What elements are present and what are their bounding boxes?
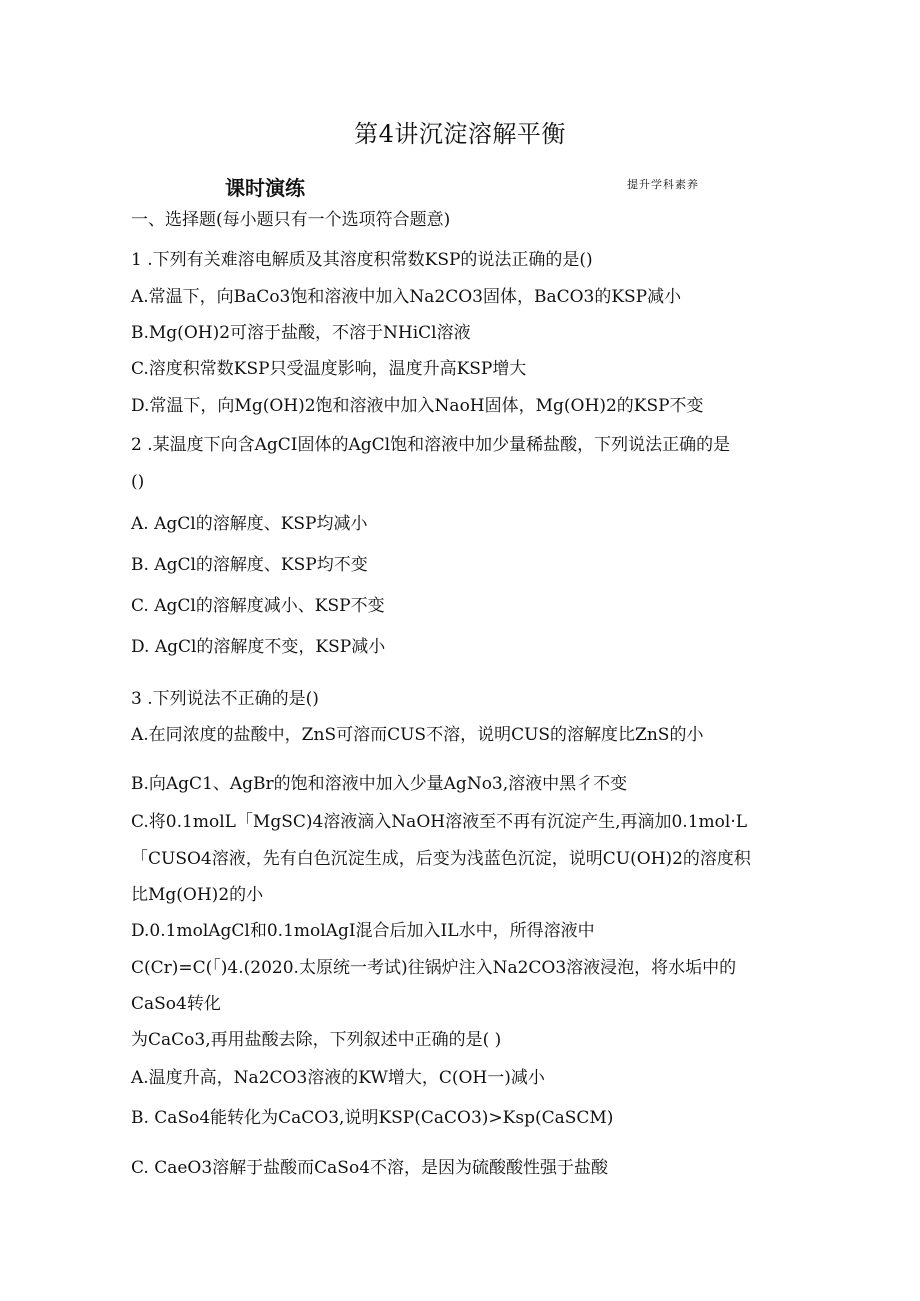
question-3-option-a: A.在同浓度的盐酸中，ZnS可溶而CUS不溶，说明CUS的溶解度比ZnS的小 [131,725,704,745]
question-3-option-c-cont-2: 比Mg(OH)2的小 [131,885,264,905]
question-3-option-d: D.0.1molAgCl和0.1molAgI混合后加入IL水中，所得溶液中 [131,921,595,941]
question-1-option-a: A.常温下，向BaCo3饱和溶液中加入Na2CO3固体，BaCO3的KSP减小 [131,287,682,307]
question-2-option-a: A. AgCl的溶解度、KSP均减小 [131,514,368,534]
question-4-stem-cont-2: 为CaCo3,再用盐酸去除，下列叙述中正确的是( ) [131,1030,502,1050]
question-3-stem: 3 .下列说法不正确的是() [131,689,319,709]
question-3-option-c: C.将0.1molL「MgSC)4溶液滴入NaOH溶液至不再有沉淀产生,再滴加0.1mol·L [131,812,748,832]
question-1-option-b: B.Mg(OH)2可溶于盐酸，不溶于NHiCl溶液 [131,323,471,343]
question-1-stem: 1 .下列有关难溶电解质及其溶度积常数KSP的说法正确的是() [131,250,593,270]
question-2-option-b: B. AgCl的溶解度、KSP均不变 [131,555,368,575]
section-heading: 课时演练 [225,176,305,200]
question-2-option-c: C. AgCl的溶解度减小、KSP不变 [131,596,385,616]
question-2-option-d: D. AgCl的溶解度不变，KSP减小 [131,637,386,657]
question-1-option-c: C.溶度积常数KSP只受温度影响，温度升高KSP增大 [131,359,527,379]
page-title: 第4讲沉淀溶解平衡 [354,120,566,148]
question-1-option-d: D.常温下，向Mg(OH)2饱和溶液中加入NaoH固体，Mg(OH)2的KSP不变 [131,396,704,416]
question-4-option-c: C. CaeO3溶解于盐酸而CaSo4不溶，是因为硫酸酸性强于盐酸 [131,1158,609,1178]
question-4-stem: C(Cr)=C(「)4.(2020.太原统一考试)往锅炉注入Na2CO3溶液浸泡，将水垢中的 [131,958,737,978]
question-4-stem-cont-1: CaSo4转化 [131,994,221,1014]
question-4-option-a: A.温度升高，Na2CO3溶液的KW增大，C(OH一)减小 [131,1068,545,1088]
section-tag: 提升学科素养 [627,178,699,191]
question-2-stem-cont: () [131,472,145,492]
question-3-option-b: B.向AgC1、AgBr的饱和溶液中加入少量AgNo3,溶液中黑彳不变 [131,774,628,794]
question-2-stem: 2 .某温度下向含AgCI固体的AgCl饱和溶液中加少量稀盐酸，下列说法正确的是 [131,435,731,455]
part-heading: 一、选择题(每小题只有一个选项符合题意) [131,210,451,230]
question-4-option-b: B. CaSo4能转化为CaCO3,说明KSP(CaCO3)>Ksp(CaSCM) [131,1108,614,1128]
question-3-option-c-cont-1: 「CUSO4溶液，先有白色沉淀生成，后变为浅蓝色沉淀，说明CU(OH)2的溶度积 [131,849,751,869]
